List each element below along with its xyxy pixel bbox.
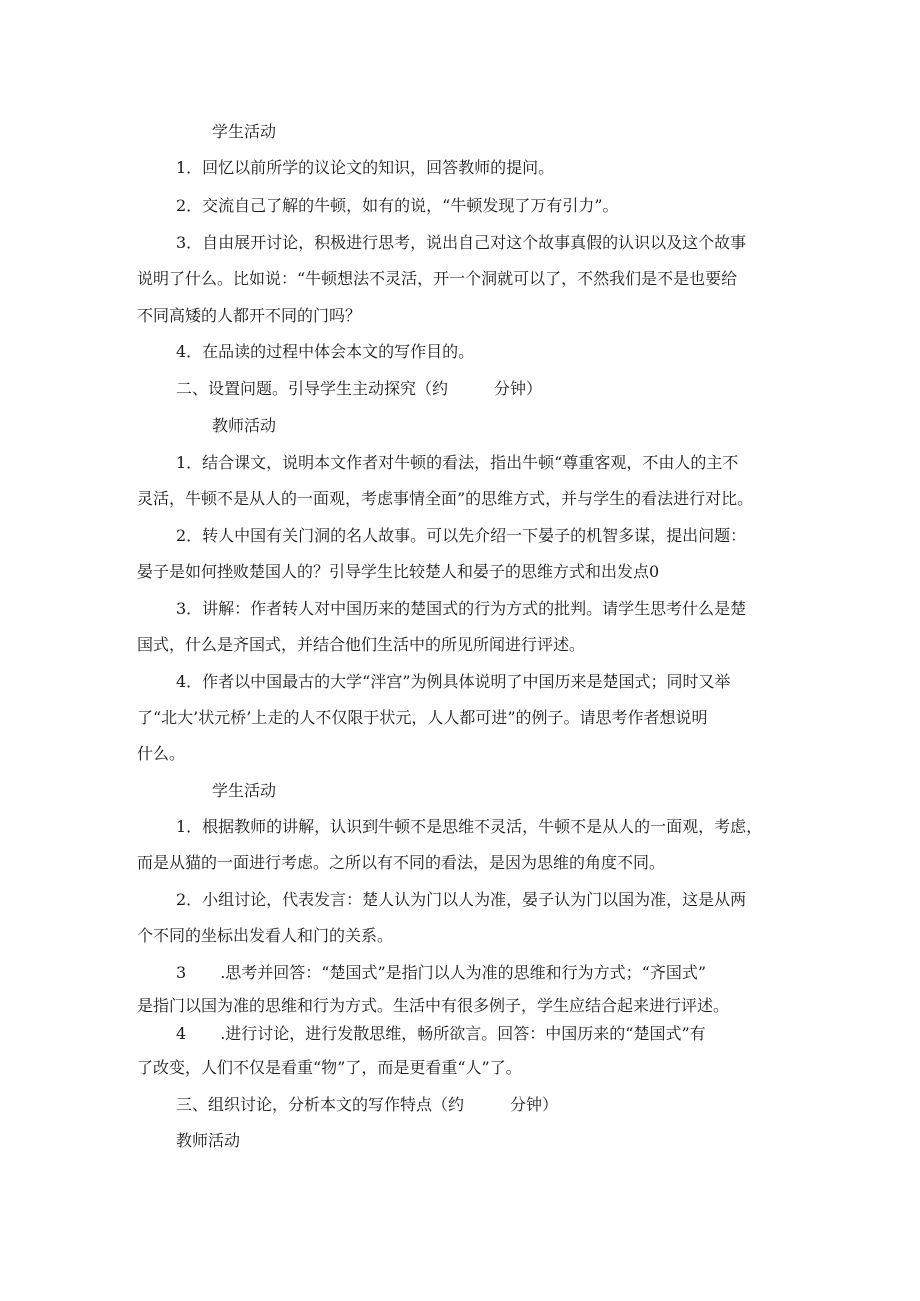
- student-answer-2-cont: 个不同的坐标出发看人和门的关系。: [137, 926, 394, 945]
- section-three-title-right: 分钟）: [510, 1095, 559, 1114]
- teacher-item-2-cont: 晏子是如何挫败楚国人的？引导学生比较楚人和晏子的思维方式和出发点0: [137, 562, 660, 581]
- student-item-4: 4．在品读的过程中体会本文的写作目的。: [176, 342, 475, 361]
- section-two-title: [176, 378, 542, 400]
- student-answer-4: [176, 1023, 706, 1045]
- student-answer-2: 2．小组讨论，代表发言：楚人认为门以人为准，晏子认为门以国为准，这是从两: [176, 890, 747, 909]
- teacher-item-3: 3．讲解：作者转人对中国历来的楚国式的行为方式的批判。请学生思考什么是楚: [176, 599, 747, 618]
- section-three-title: [176, 1094, 558, 1116]
- student-answer-3-number: 3: [176, 963, 187, 982]
- student-item-1: 1．回忆以前所学的议论文的知识，回答教师的提问。: [176, 158, 555, 177]
- teacher-activity-heading-1: 教师活动: [212, 416, 277, 435]
- teacher-item-4-cont-2: 什么。: [137, 744, 186, 763]
- student-answer-4-text: .进行讨论，进行发散思维，畅所欲言。回答：中国历来的“楚国式”有: [220, 1024, 706, 1043]
- student-answer-3-text: .思考并回答：“楚国式”是指门以人为准的思维和行为方式；“齐国式”: [220, 963, 706, 982]
- student-item-3-cont-2: 不同高矮的人都开不同的门吗？: [137, 306, 362, 325]
- teacher-item-1-cont: 灵活，牛顿不是从人的一面观，考虑事情全面”的思维方式，并与学生的看法进行对比。: [137, 489, 754, 508]
- student-activity-heading-1: 学生活动: [212, 122, 277, 141]
- teacher-item-1: 1．结合课文，说明本文作者对牛顿的看法，指出牛顿“尊重客观，不由人的主不: [176, 453, 739, 472]
- student-answer-1: 1．根据教师的讲解，认识到牛顿不是思维不灵活，牛顿不是从人的一面观，考虑，: [176, 817, 763, 836]
- student-answer-1-cont: 而是从猫的一面进行考虑。之所以有不同的看法，是因为思维的角度不同。: [137, 853, 666, 872]
- student-answer-4-number: 4: [176, 1024, 187, 1043]
- teacher-activity-heading-2: 教师活动: [176, 1131, 241, 1150]
- student-answer-3: [176, 962, 706, 984]
- student-answer-3-cont: 是指门以国为准的思维和行为方式。生活中有很多例子，学生应结合起来进行评述。: [137, 996, 730, 1015]
- section-three-title-left: 三、组织讨论，分析本文的写作特点（约: [176, 1095, 465, 1114]
- teacher-item-3-cont: 国式，什么是齐国式，并结合他们生活中的所见所闻进行评述。: [137, 635, 586, 654]
- section-two-title-right: 分钟）: [494, 379, 543, 398]
- student-item-3: 3．自由展开讨论，积极进行思考，说出自己对这个故事真假的认识以及这个故事: [176, 233, 747, 252]
- teacher-item-4-cont-1: 了“北大’状元桥’上走的人不仅限于状元，人人都可进”的例子。请思考作者想说明: [137, 708, 708, 727]
- teacher-item-4: 4．作者以中国最古的大学“泮宫”为例具体说明了中国历来是楚国式；同时又举: [176, 672, 731, 691]
- student-item-2: 2．交流自己了解的牛顿，如有的说，“牛顿发现了万有引力”。: [176, 196, 619, 215]
- section-two-title-left: 二、设置问题。引导学生主动探究（约: [176, 379, 449, 398]
- student-item-3-cont-1: 说明了什么。比如说：“牛顿想法不灵活，开一个洞就可以了，不然我们是不是也要给: [137, 269, 738, 288]
- student-answer-4-cont: 了改变，人们不仅是看重“物”了，而是更看重“人”了。: [137, 1058, 522, 1077]
- teacher-item-2: 2．转人中国有关门洞的名人故事。可以先介绍一下晏子的机智多谋，提出问题：: [176, 526, 747, 545]
- student-activity-heading-2: 学生活动: [212, 781, 277, 800]
